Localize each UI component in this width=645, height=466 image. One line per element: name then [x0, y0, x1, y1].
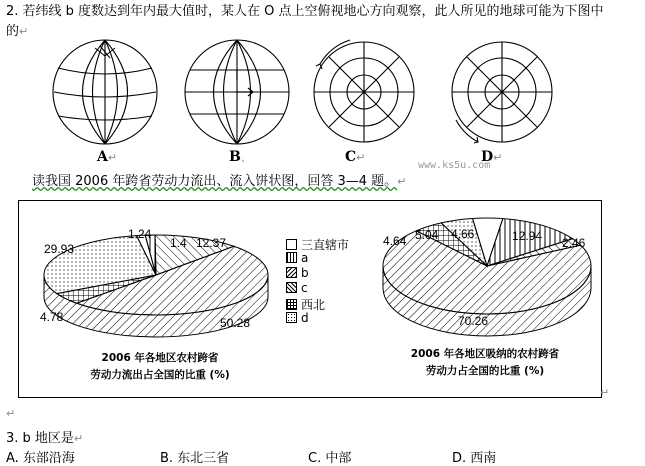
left-pie-label-1: 1.24	[128, 227, 152, 241]
right-chart-caption: 2006 年各地区吸纳的农村跨省 劳动力占全国的比重 (%)	[410, 348, 560, 377]
right-pie-label-6: 5.04	[415, 228, 439, 242]
globe-d	[452, 42, 552, 143]
globe-b	[185, 40, 289, 144]
option-c[interactable]: C. 中部	[308, 451, 352, 466]
legend-swatch-4	[286, 282, 297, 293]
legend-swatch-2	[286, 252, 297, 263]
right-pie-label-2: 12.94	[512, 229, 543, 243]
globe-c	[314, 40, 414, 142]
globe-label-a: A↵	[97, 149, 118, 165]
question-2-line1: 2. 若纬线 b 度数达到年内最大值时，某人在 O 点上空俯视地心方向观察，此人所见的地球可能为下图中	[6, 4, 604, 19]
left-pie-label-6: 29.93	[44, 242, 75, 256]
left-pie-label-5: 4.78	[40, 310, 64, 324]
legend-item-2: a	[286, 251, 308, 265]
legend-item-6: d	[286, 311, 309, 325]
legend	[286, 236, 376, 326]
legend-item-1: 三直辖市	[286, 236, 349, 253]
left-pie-label-2: 1.4	[170, 236, 187, 250]
option-a[interactable]: A. 东部沿海	[6, 451, 75, 466]
legend-swatch-6	[286, 312, 297, 323]
globe-label-d: D↵	[481, 149, 503, 165]
globe-label-b: B、	[229, 149, 252, 165]
box-end-mark: ↵	[600, 386, 610, 399]
blank-line-mark: ↵	[6, 407, 16, 420]
globe-label-c: C↵	[345, 149, 366, 165]
option-b[interactable]: B. 东北三省	[160, 451, 230, 466]
watermark: www.ks5u.com	[418, 160, 491, 171]
legend-swatch-3	[286, 267, 297, 278]
left-pie-label-4: 50.28	[220, 316, 251, 330]
globe-a	[53, 40, 157, 144]
question-2-line2: 的↵	[6, 24, 29, 39]
left-chart-caption: 2006 年各地区农村跨省 劳动力流出占全国的比重 (%)	[90, 352, 230, 381]
right-pie-label-4: 70.26	[458, 314, 489, 328]
legend-item-4: c	[286, 281, 308, 295]
right-pie-label-1: 4.66	[451, 227, 475, 241]
reading-instruction: 读我国 2006 年跨省劳动力流出、流入饼状图，回答 3—4 题。↵	[32, 174, 407, 189]
option-d[interactable]: D. 西南	[452, 451, 497, 466]
legend-swatch-1	[286, 239, 297, 250]
question-3-stem: 3. b 地区是↵	[6, 431, 84, 446]
legend-swatch-5	[286, 299, 297, 310]
right-pie-label-3: 2.46	[562, 236, 586, 250]
left-pie-label-3: 12.37	[196, 236, 227, 250]
legend-item-3: b	[286, 266, 309, 280]
legend-item-5: 西北	[286, 296, 325, 313]
right-pie-label-5: 4.64	[383, 234, 407, 248]
